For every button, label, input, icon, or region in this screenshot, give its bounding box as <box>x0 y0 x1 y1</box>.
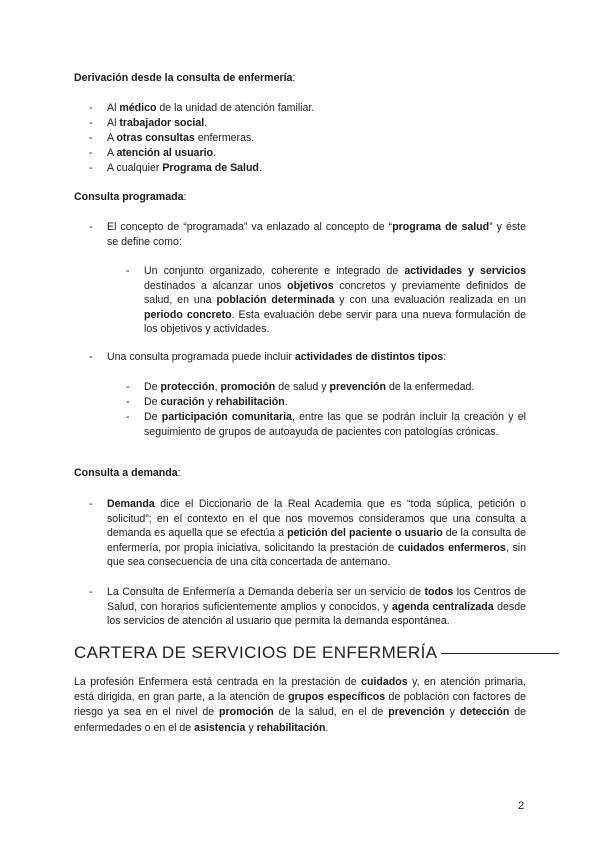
title-underline-rule <box>441 653 559 654</box>
heading-consulta-programada: Consulta programada: <box>74 191 187 203</box>
heading-derivacion: Derivación desde la consulta de enfermería: <box>74 72 296 84</box>
list-item: - A atención al usuario. <box>89 147 216 159</box>
list-item: - El concepto de “programada” va enlazado al concepto de “programa de salud” y éste se define como: <box>89 221 526 248</box>
paragraph-cartera: La profesión Enfermera está centrada en la prestación de cuidados y, en atención primaria, está dirigida, en gran parte, a la atención de grupos específicos de población con factores de riesgo ya sea en el nivel de promoción de la salud, en el de prevención y detección de enfermedades o en el de asistencia y rehabilitación. <box>74 676 527 734</box>
page-number: 2 <box>518 800 525 812</box>
list-item: - Al trabajador social. <box>89 117 208 129</box>
sub-list-item: - De protección, promoción de salud y prevención de la enfermedad. <box>126 381 475 393</box>
heading-consulta-demanda: Consulta a demanda: <box>74 467 181 479</box>
section-title-cartera: CARTERA DE SERVICIOS DE ENFERMERÍA <box>74 643 559 663</box>
list-item: - A cualquier Programa de Salud. <box>89 162 262 174</box>
sub-list-item: - Un conjunto organizado, coherente e integrado de actividades y servicios destinados a alcanzar unos objetivos concretos y previamente definidos de salud, en una población determinada y con una evaluación realizada en un periodo concreto. Esta evaluación debe servir para una nueva formulación de los objetivos y actividades. <box>126 265 526 336</box>
sub-list-item: - De participación comunitaria, entre las que se podrán incluir la creación y el seguimiento de grupos de autoayuda de pacientes con patologías crónicas. <box>126 411 526 438</box>
list-item: - Demanda dice el Diccionario de la Real Academia que es “toda súplica, petición o solicitud”; en el contexto en el que nos movemos consideramos que una consulta a demanda es aquella que se efectúa a petición del paciente o usuario de la consulta de enfermería, por propia iniciativa, solicitando la prestación de cuidados enfermeros, sin que sea consecuencia de una cita concertada de antemano. <box>89 498 527 569</box>
list-item: - Una consulta programada puede incluir actividades de distintos tipos: <box>89 351 447 363</box>
list-item: - Al médico de la unidad de atención familiar. <box>89 102 315 114</box>
list-item: - A otras consultas enfermeras. <box>89 132 255 144</box>
list-item: - La Consulta de Enfermería a Demanda debería ser un servicio de todos los Centros de Salud, con horarios suficientemente amplios y conocidos, y agenda centralizada desde los servicios de atención al usuario que permita la demanda espontánea. <box>89 586 527 628</box>
sub-list-item: - De curación y rehabilitación. <box>126 396 288 408</box>
